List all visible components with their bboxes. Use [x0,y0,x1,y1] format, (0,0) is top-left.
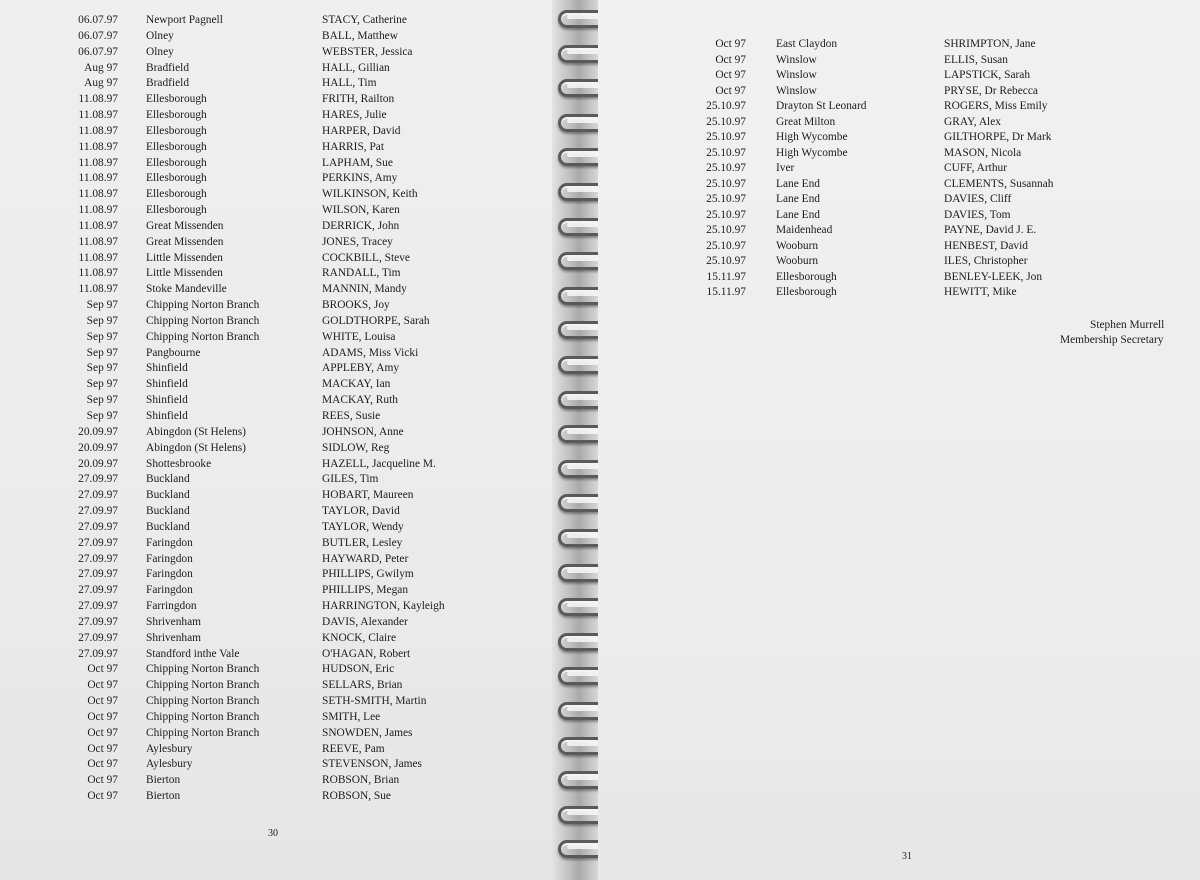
entry-date: Aug 97 [84,61,118,74]
entry-name: PHILLIPS, Megan [322,584,409,597]
entry-name: BROOKS, Joy [322,299,390,312]
entry-place: Ellesborough [776,286,837,298]
entry-date: Oct 97 [87,679,118,692]
entry-name: MANNIN, Mandy [322,283,407,296]
entry-place: Faringdon [146,584,193,597]
entry-name: REES, Susie [322,410,381,422]
entry-place: Chipping Norton Branch [146,695,260,708]
entry-date: Oct 97 [87,695,118,708]
entry-date: 06.07.97 [78,14,118,26]
entry-date: 25.10.97 [706,224,746,236]
entry-place: Pangbourne [146,346,201,359]
entry-date: Oct 97 [87,726,118,739]
entry-date: 27.09.97 [78,505,118,518]
entry-place: Olney [146,29,174,42]
entry-date: 25.10.97 [706,146,746,159]
entry-place: Ellesborough [146,204,207,217]
entry-place: Ellesborough [776,270,837,283]
entry-name: KNOCK, Claire [322,631,397,644]
entry-place: Shrivenham [146,631,202,644]
entry-name: MACKAY, Ian [322,378,391,391]
entry-place: Bierton [146,774,181,787]
entry-name: STEVENSON, James [322,758,422,771]
entry-place: Bradfield [146,77,190,90]
entry-date: 27.09.97 [78,520,118,533]
entry-name: RANDALL, Tim [322,267,401,280]
entry-name: PHILLIPS, Gwilym [322,568,414,581]
entry-date: 27.09.97 [78,536,118,549]
entry-place: Drayton St Leonard [776,100,867,112]
entry-place: Bradfield [146,61,190,74]
entry-name: LAPSTICK, Sarah [944,69,1031,81]
entry-place: Ellesborough [146,109,207,122]
entry-date: Oct 97 [87,774,118,787]
entry-name: DERRICK, John [322,219,400,232]
entry-name: SNOWDEN, James [322,726,413,739]
entry-date: 11.08.97 [78,204,118,217]
entry-date: 11.08.97 [78,235,118,248]
entry-place: Ellesborough [146,156,207,169]
entry-date: 25.10.97 [706,162,746,174]
entry-date: Sep 97 [86,378,118,391]
entry-name: HENBEST, David [944,239,1028,252]
entry-place: East Claydon [776,38,838,50]
entry-date: 11.08.97 [78,109,118,122]
entry-date: 27.09.97 [78,647,118,660]
entry-name: WILSON, Karen [322,204,400,217]
entry-place: Great Missenden [146,219,224,232]
entry-place: Chipping Norton Branch [146,314,260,327]
entry-place: Aylesbury [146,742,193,755]
entry-place: Iver [776,162,795,174]
entry-date: 25.10.97 [706,131,746,143]
entry-place: Faringdon [146,552,193,565]
entry-place: Lane End [776,193,820,205]
entry-name: HARES, Julie [322,109,387,122]
entry-name: HAZELL, Jacqueline M. [322,457,436,470]
entry-place: Shinfield [146,410,188,422]
entry-date: Oct 97 [87,758,118,771]
entry-name: FRITH, Railton [322,93,395,106]
entry-date: Sep 97 [86,394,118,407]
entry-date: Oct 97 [715,38,746,50]
entry-place: Chipping Norton Branch [146,710,260,723]
entry-place: Chipping Norton Branch [146,679,260,692]
entry-date: 25.10.97 [706,100,746,112]
entry-date: 11.08.97 [78,283,118,296]
left-page-number: 30 [268,828,278,839]
entry-date: Oct 97 [715,53,746,66]
entry-name: PERKINS, Amy [322,172,398,185]
entry-name: BALL, Matthew [322,29,398,42]
entry-date: 25.10.97 [706,115,746,128]
entry-name: ROBSON, Sue [322,790,391,803]
entry-place: Buckland [146,489,190,502]
entry-name: HARRINGTON, Kayleigh [322,600,445,613]
entry-name: HARRIS, Pat [322,140,385,153]
entry-place: High Wycombe [776,131,848,143]
entry-place: Great Missenden [146,235,224,248]
entry-name: TAYLOR, David [322,505,400,518]
entry-place: Abingdon (St Helens) [146,425,246,438]
entry-place: Little Missenden [146,267,223,280]
entry-place: Ellesborough [146,93,207,106]
entry-date: 11.08.97 [78,267,118,280]
entry-name: DAVIES, Cliff [944,193,1012,205]
entry-place: Aylesbury [146,758,193,771]
entry-date: Oct 97 [87,790,118,803]
entry-place: Buckland [146,520,190,533]
entry-date: Oct 97 [87,742,118,755]
entry-date: 11.08.97 [78,124,118,137]
entry-name: SHRIMPTON, Jane [944,38,1036,50]
entry-place: Lane End [776,177,820,190]
entry-place: Great Milton [776,115,836,128]
entry-date: 11.08.97 [78,140,118,153]
entry-date: 06.07.97 [78,45,118,58]
entry-date: 27.09.97 [78,473,118,486]
entry-place: Shottesbrooke [146,457,212,470]
entry-date: 11.08.97 [78,93,118,106]
entry-date: Aug 97 [84,77,118,90]
entry-date: Oct 97 [87,663,118,676]
entry-place: Shrivenham [146,615,202,628]
entry-name: HAYWARD, Peter [322,552,409,565]
entry-name: ADAMS, Miss Vicki [322,346,419,359]
entry-date: 15.11.97 [706,270,746,283]
entry-date: 06.07.97 [78,29,118,42]
entry-place: Olney [146,45,174,58]
entry-date: 20.09.97 [78,425,118,438]
entry-date: 27.09.97 [78,568,118,581]
signature-name: Stephen Murrell [1090,319,1165,331]
entry-place: Ellesborough [146,188,207,201]
entry-name: WEBSTER, Jessica [322,45,413,58]
entry-date: 11.08.97 [78,219,118,232]
entry-name: STACY, Catherine [322,14,407,26]
entry-date: Sep 97 [86,330,118,343]
entry-place: Standford inthe Vale [146,647,240,660]
entry-place: Wooburn [776,239,819,252]
entry-place: Faringdon [146,568,193,581]
entry-date: 11.08.97 [78,188,118,201]
entry-name: APPLEBY, Amy [322,362,400,375]
entry-date: 20.09.97 [78,457,118,470]
entry-name: GILTHORPE, Dr Mark [944,131,1052,143]
entry-name: WHITE, Louisa [322,330,396,343]
entry-name: GILES, Tim [322,473,379,486]
entry-place: Abingdon (St Helens) [146,441,246,454]
entry-date: Oct 97 [715,69,746,81]
entry-name: ELLIS, Susan [944,53,1008,66]
entry-name: PAYNE, David J. E. [944,224,1037,236]
entry-date: Sep 97 [86,410,118,422]
entry-name: O'HAGAN, Robert [322,647,411,660]
entry-name: DAVIS, Alexander [322,615,408,628]
entry-name: JOHNSON, Anne [322,425,404,438]
entry-place: Shinfield [146,362,188,375]
entry-name: DAVIES, Tom [944,208,1011,221]
entry-place: Winslow [776,69,817,81]
entry-name: JONES, Tracey [322,235,393,248]
right-page-number: 31 [902,851,912,862]
entry-place: Chipping Norton Branch [146,663,260,676]
entry-place: Farringdon [146,600,197,613]
right-page [598,0,1200,880]
entry-date: 27.09.97 [78,631,118,644]
entry-place: Winslow [776,53,817,66]
entry-name: LAPHAM, Sue [322,156,393,169]
entry-date: 11.08.97 [78,156,118,169]
entry-name: HALL, Tim [322,77,377,90]
entry-date: 27.09.97 [78,584,118,597]
entry-name: HARPER, David [322,124,401,137]
entry-name: SETH-SMITH, Martin [322,695,427,708]
entry-place: Ellesborough [146,140,207,153]
entry-name: CUFF, Arthur [944,162,1008,174]
entry-date: 27.09.97 [78,600,118,613]
entry-name: BUTLER, Lesley [322,536,403,549]
entry-name: HEWITT, Mike [944,286,1017,298]
entry-place: Chipping Norton Branch [146,299,260,312]
entry-place: Faringdon [146,536,193,549]
entry-name: SELLARS, Brian [322,679,403,692]
entry-place: Lane End [776,208,820,221]
entry-place: Bierton [146,790,181,803]
entry-place: Newport Pagnell [146,14,223,26]
entry-date: Oct 97 [715,84,746,97]
entry-place: Chipping Norton Branch [146,726,260,739]
entry-date: 25.10.97 [706,193,746,205]
entry-date: 27.09.97 [78,489,118,502]
entry-name: ILES, Christopher [944,255,1028,267]
entry-name: BENLEY-LEEK, Jon [944,270,1043,283]
entry-place: Maidenhead [776,224,833,236]
entry-date: 25.10.97 [706,239,746,252]
entry-place: Stoke Mandeville [146,283,227,296]
entry-name: CLEMENTS, Susannah [944,177,1054,190]
entry-place: Buckland [146,505,190,518]
entry-date: Sep 97 [86,362,118,375]
entry-date: 11.08.97 [78,172,118,185]
entry-place: Ellesborough [146,124,207,137]
entry-place: Buckland [146,473,190,486]
entry-date: Sep 97 [86,346,118,359]
entry-place: High Wycombe [776,146,848,159]
entry-date: 11.08.97 [78,251,118,264]
entry-date: 20.09.97 [78,441,118,454]
entry-date: 25.10.97 [706,208,746,221]
entry-date: Sep 97 [86,299,118,312]
entry-name: HALL, Gillian [322,61,390,74]
entry-name: ROBSON, Brian [322,774,400,787]
signature-title: Membership Secretary [1060,334,1164,346]
entry-date: 15.11.97 [706,286,746,298]
entry-name: SMITH, Lee [322,710,381,723]
entry-name: HOBART, Maureen [322,489,414,502]
entry-date: Sep 97 [86,314,118,327]
entry-name: COCKBILL, Steve [322,251,410,264]
entry-date: 27.09.97 [78,615,118,628]
entry-name: WILKINSON, Keith [322,188,418,201]
entry-place: Chipping Norton Branch [146,330,260,343]
entry-name: TAYLOR, Wendy [322,520,404,533]
entry-name: MACKAY, Ruth [322,394,398,407]
entry-date: Oct 97 [87,710,118,723]
entry-name: ROGERS, Miss Emily [944,100,1048,112]
entry-place: Wooburn [776,255,819,267]
entry-name: GOLDTHORPE, Sarah [322,314,430,327]
entry-date: 25.10.97 [706,255,746,267]
entry-place: Winslow [776,84,817,97]
entry-name: PRYSE, Dr Rebecca [944,84,1038,97]
entry-date: 25.10.97 [706,177,746,190]
entry-name: HUDSON, Eric [322,663,395,676]
entry-place: Shinfield [146,378,188,391]
entry-place: Ellesborough [146,172,207,185]
entry-place: Shinfield [146,394,188,407]
entry-date: 27.09.97 [78,552,118,565]
entry-name: SIDLOW, Reg [322,441,390,454]
entry-name: GRAY, Alex [944,115,1001,128]
entry-name: MASON, Nicola [944,146,1022,159]
left-page [0,0,560,880]
entry-place: Little Missenden [146,251,223,264]
entry-name: REEVE, Pam [322,742,385,755]
